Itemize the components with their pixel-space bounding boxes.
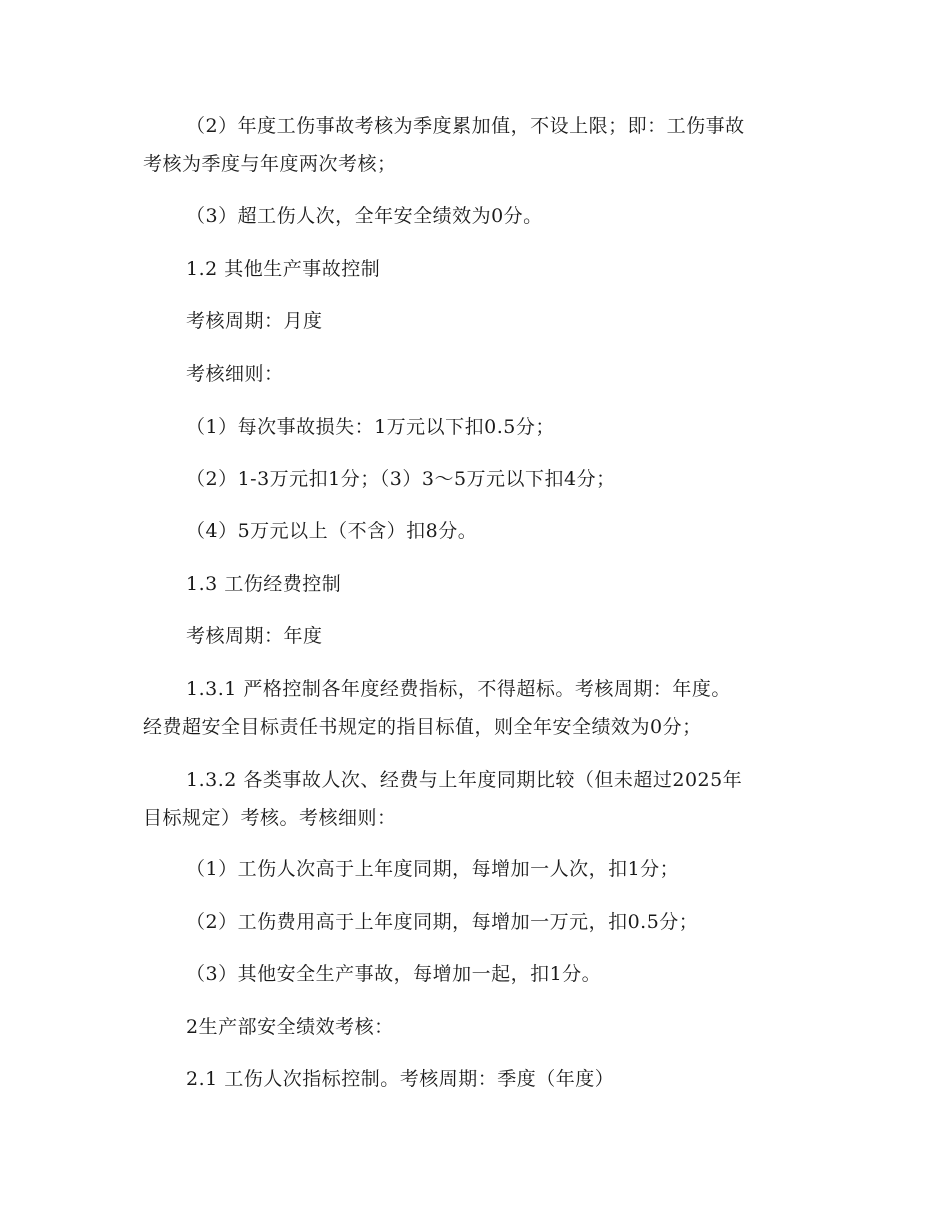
text-line: 考核周期：月度 <box>186 310 323 332</box>
text-line: 1.3.2 各类事故人次、经费与上年度同期比较（但未超过2025年 <box>186 769 743 791</box>
section-heading: 1.3 工伤经费控制 <box>186 573 342 595</box>
list-item: （2）工伤费用高于上年度同期，每增加一万元，扣0.5分； <box>186 911 699 933</box>
text-line: 1.3.1 严格控制各年度经费指标，不得超标。考核周期：年度。 <box>186 678 731 700</box>
list-item: （1）每次事故损失：1万元以下扣0.5分； <box>186 416 555 438</box>
list-item: （2）1-3万元扣1分；（3）3～5万元以下扣4分； <box>186 468 616 490</box>
text-line: 考核为季度与年度两次考核； <box>143 153 397 175</box>
text-line: 目标规定）考核。考核细则： <box>143 807 397 829</box>
section-heading: 2.1 工伤人次指标控制。考核周期：季度（年度） <box>186 1068 615 1090</box>
list-item: （4）5万元以上（不含）扣8分。 <box>186 520 478 542</box>
text-line: 考核周期：年度 <box>186 625 323 647</box>
text-line: （3）超工伤人次，全年安全绩效为0分。 <box>186 205 543 227</box>
text-line: （2）年度工伤事故考核为季度累加值，不设上限；即：工伤事故 <box>186 115 745 137</box>
text-line: 考核细则： <box>186 363 284 385</box>
section-heading: 2生产部安全绩效考核： <box>186 1016 394 1038</box>
list-item: （3）其他安全生产事故，每增加一起，扣1分。 <box>186 963 602 985</box>
section-heading: 1.2 其他生产事故控制 <box>186 258 381 280</box>
text-line: 经费超安全目标责任书规定的指目标值，则全年安全绩效为0分； <box>143 716 702 738</box>
list-item: （1）工伤人次高于上年度同期，每增加一人次，扣1分； <box>186 858 680 880</box>
